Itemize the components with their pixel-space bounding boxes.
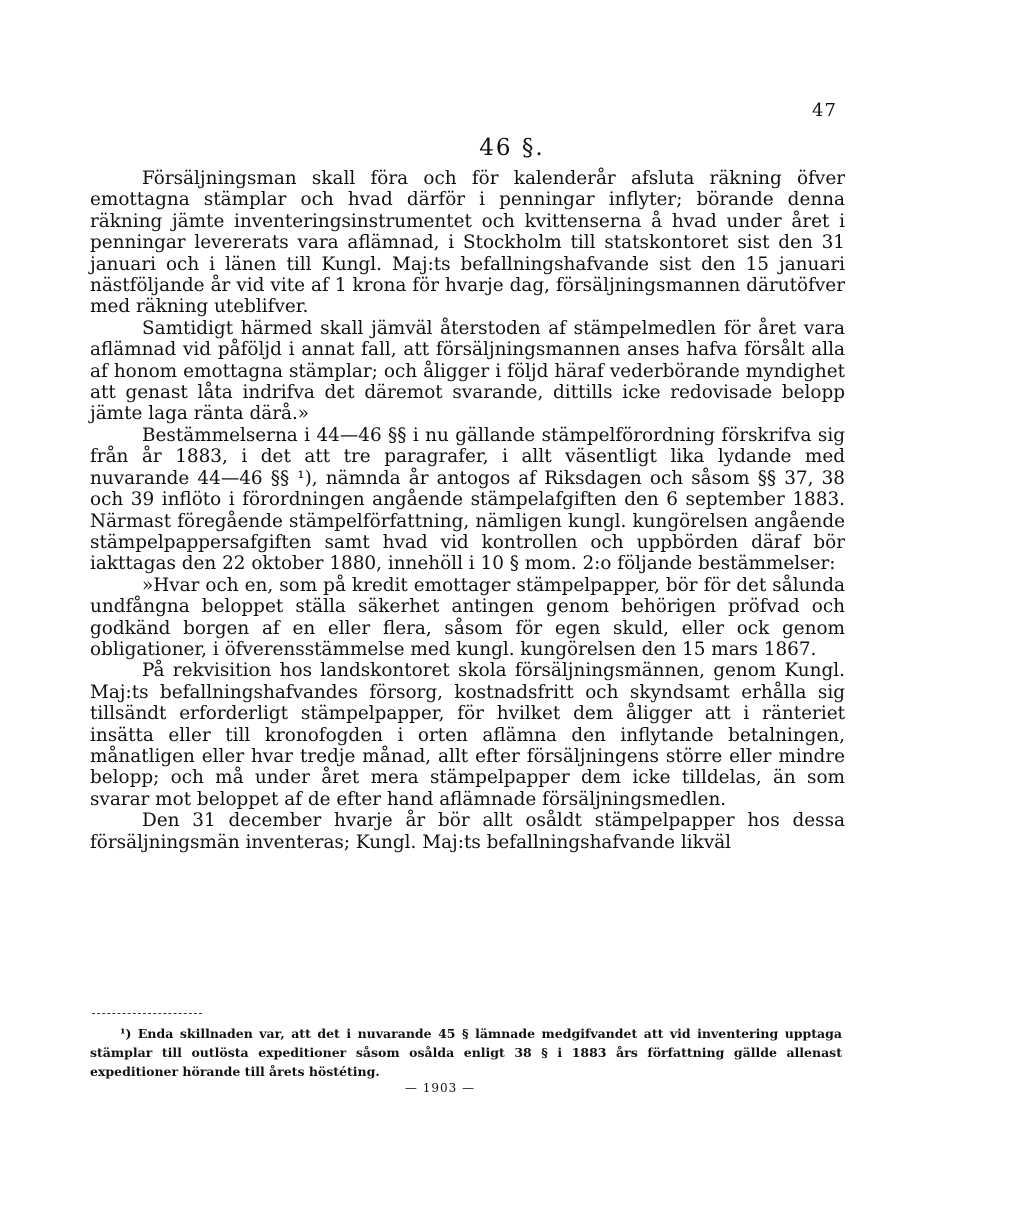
paragraph-6: Den 31 december hvarje år bör allt osåldt stämpelpapper hos dessa försäljningsmän inventeras; Kungl. Maj:ts befallningshafvande likväl (90, 810, 845, 853)
section-heading: 46 §. (479, 135, 545, 161)
footnote-text: ¹) Enda skillnaden var, att det i nuvarande 45 § lämnade medgifvandet att vid inventering upptaga stämplar till outlösta expeditioner såsom osålda enligt 38 § i 1883 års författning gällde allenast expeditioner hörande till årets höstéting. (90, 1026, 842, 1079)
paragraph-5: På rekvisition hos landskontoret skola försäljningsmännen, genom Kungl. Maj:ts befallningshafvandes försorg, kostnadsfritt och skyndsamt erhålla sig tillsändt erforderligt stämpelpapper, för hvilket dem åligger att i ränteriet insätta eller till kronofogden i orten aflämna den inflytande betalningen, månatligen eller hvar tredje månad, allt efter försäljningens större eller mindre belopp; och må under året mera stämpelpapper dem icke tilldelas, än som svarar mot beloppet af de efter hand aflämnade försäljningsmedlen. (90, 660, 845, 810)
paragraph-3: Bestämmelserna i 44—46 §§ i nu gällande stämpelförordning förskrifva sig från år 1883, i det att tre paragrafer, i allt väsentligt lika lydande med nuvarande 44—46 §§ ¹), nämnda år antogos af Riksdagen och såsom §§ 37, 38 och 39 inflöto i förordningen angående stämpelafgiften den 6 september 1883. Närmast föregående stämpelförfattning, nämligen kungl. kungörelsen angående stämpelpappersafgiften samt hvad vid kontrollen och uppbörden däraf bör iakttagas den 22 oktober 1880, innehöll i 10 § mom. 2:o följande bestämmelser: (90, 424, 845, 575)
footnote-rule (92, 1013, 202, 1014)
body-text (90, 168, 845, 853)
footnote (90, 1024, 842, 1081)
paragraph-2: Samtidigt härmed skall jämväl återstoden af stämpelmedlen för året vara aflämnad vid påföljd i annat fall, att försäljningsmannen anses hafva försålt alla af honom emottagna stämplar; och åligger i följd häraf vederbörande myndighet att genast låta indrifva det däremot svarande, dittills icke redovisade belopp jämte laga ränta därå.» (90, 317, 845, 425)
paragraph-1: Försäljningsman skall föra och för kalenderår afsluta räkning öfver emottagna stämplar och hvad därför i penningar inflyter; börande denna räkning jämte inventeringsinstrumentet och kvittenserna å hvad under året i penningar levererats vara aflämnad, i Stockholm till statskontoret sist den 31 januari och i länen till Kungl. Maj:ts befallningshafvande sist den 15 januari nästföljande år vid vite af 1 krona för hvarje dag, försäljningsmannen därutöfver med räkning uteblifver. (90, 168, 845, 318)
signature-line: — 1903 — (404, 1081, 476, 1095)
paragraph-4: »Hvar och en, som på kredit emottager stämpelpapper, bör för det sålunda undfångna beloppet ställa säkerhet antingen genom behörigen pröfvad och godkänd borgen af en eller flera, såsom för egen skuld, eller ock genom obligationer, i öfverensstämmelse med kungl. kungörelsen den 15 mars 1867. (90, 574, 845, 660)
page-number: 47 (812, 100, 837, 121)
